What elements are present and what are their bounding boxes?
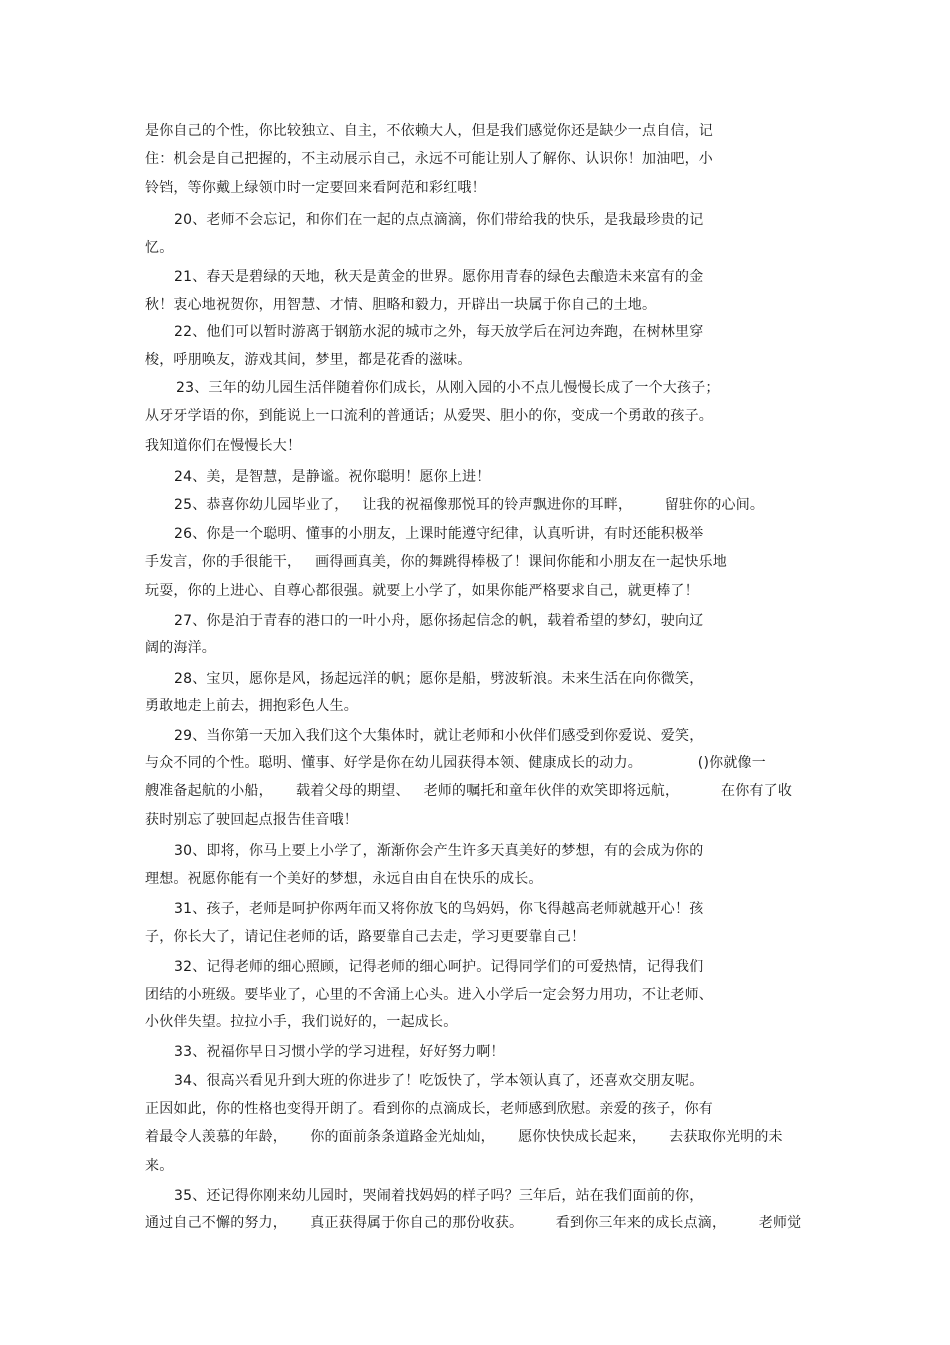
paragraph-34-line: 34、很高兴看见升到大班的你进步了！吃饭快了，学本领认真了，还喜欢交朋友呢。 bbox=[174, 1073, 704, 1089]
paragraph-34-line: 正因如此，你的性格也变得开朗了。看到你的点滴成长，老师感到欣慰。亲爱的孩子，你有 bbox=[145, 1101, 713, 1117]
paragraph-32-line: 32、记得老师的细心照顾，记得老师的细心呵护。记得同学们的可爱热情，记得我们 bbox=[174, 959, 704, 975]
paragraph-26-line: 玩耍，你的上进心、自尊心都很强。就要上小学了，如果你能严格要求自己，就更棒了！ bbox=[145, 583, 699, 599]
paragraph-28-line: 勇敢地走上前去，拥抱彩色人生。 bbox=[145, 698, 358, 714]
paragraph-31-line: 子，你长大了，请记住老师的话，路要靠自己去走，学习更要靠自己！ bbox=[145, 929, 586, 945]
paragraph-33-line: 33、祝福你早日习惯小学的学习进程，好好努力啊！ bbox=[174, 1044, 505, 1060]
paragraph-29-line: 与众不同的个性。聪明、懂事、好学是你在幼儿园获得本领、健康成长的动力。 ()你就像一 bbox=[145, 755, 766, 771]
paragraph-31-line: 31、孩子，老师是呵护你两年而又将你放飞的鸟妈妈，你飞得越高老师就越开心！孩 bbox=[174, 901, 704, 917]
paragraph-21-line: 秋！衷心地祝贺你，用智慧、才情、胆略和毅力，开辟出一块属于你自己的土地。 bbox=[145, 297, 657, 313]
paragraph-30-line: 30、即将，你马上要上小学了，渐渐你会产生许多天真美好的梦想，有的会成为你的 bbox=[174, 843, 704, 859]
paragraph-20-line: 忆。 bbox=[145, 240, 174, 256]
paragraph-24-line: 24、美，是智慧，是静谧。祝你聪明！愿你上进！ bbox=[174, 469, 491, 485]
text-line: 铃铛，等你戴上绿领巾时一定要回来看阿范和彩红哦！ bbox=[145, 180, 486, 196]
paragraph-29-line: 29、当你第一天加入我们这个大集体时，就让老师和小伙伴们感受到你爱说、爱笑， bbox=[174, 728, 704, 744]
paragraph-34-line: 来。 bbox=[145, 1158, 174, 1174]
paragraph-27-line: 阔的海洋。 bbox=[145, 640, 216, 656]
paragraph-32-line: 小伙伴失望。拉拉小手，我们说好的，一起成长。 bbox=[145, 1014, 458, 1030]
paragraph-20-line: 20、老师不会忘记，和你们在一起的点点滴滴，你们带给我的快乐，是我最珍贵的记 bbox=[174, 212, 704, 228]
paragraph-23-line: 从牙牙学语的你，到能说上一口流利的普通话；从爱哭、胆小的你，变成一个勇敢的孩子。 bbox=[145, 408, 713, 424]
paragraph-29-line: 获时别忘了驶回起点报告佳音哦！ bbox=[145, 812, 358, 828]
paragraph-27-line: 27、你是泊于青春的港口的一叶小舟，愿你扬起信念的帆，载着希望的梦幻，驶向辽 bbox=[174, 613, 704, 629]
paragraph-21-line: 21、春天是碧绿的天地，秋天是黄金的世界。愿你用青春的绿色去酿造未来富有的金 bbox=[174, 269, 704, 285]
paragraph-22-line: 梭，呼朋唤友，游戏其间，梦里，都是花香的滋味。 bbox=[145, 352, 472, 368]
paragraph-32-line: 团结的小班级。要毕业了，心里的不舍涌上心头。进入小学后一定会努力用功，不让老师、 bbox=[145, 987, 713, 1003]
paragraph-23-line: 我知道你们在慢慢长大！ bbox=[145, 438, 302, 454]
paragraph-34-line: 着最令人羡慕的年龄， 你的面前条条道路金光灿灿， 愿你快快成长起来， 去获取你光明的未 bbox=[145, 1129, 783, 1145]
paragraph-25-line: 25、恭喜你幼儿园毕业了， 让我的祝福像那悦耳的铃声飘进你的耳畔， 留驻你的心间。 bbox=[174, 497, 765, 513]
paragraph-29-line: 艘准备起航的小船， 载着父母的期望、 老师的嘱托和童年伙伴的欢笑即将远航， 在你有了收 bbox=[145, 783, 793, 799]
paragraph-28-line: 28、宝贝，愿你是风，扬起远洋的帆；愿你是船，劈波斩浪。未来生活在向你微笑， bbox=[174, 671, 704, 687]
paragraph-26-line: 手发言，你的手很能干， 画得画真美，你的舞跳得棒极了！课间你能和小朋友在一起快乐地 bbox=[145, 554, 727, 570]
paragraph-26-line: 26、你是一个聪明、懂事的小朋友，上课时能遵守纪律，认真听讲，有时还能积极举 bbox=[174, 526, 704, 542]
paragraph-22-line: 22、他们可以暂时游离于钢筋水泥的城市之外，每天放学后在河边奔跑，在树林里穿 bbox=[174, 324, 704, 340]
paragraph-30-line: 理想。祝愿你能有一个美好的梦想，永远自由自在快乐的成长。 bbox=[145, 871, 543, 887]
text-line: 是你自己的个性，你比较独立、自主，不依赖大人，但是我们感觉你还是缺少一点自信，记 bbox=[145, 123, 713, 139]
paragraph-23-line: 23、三年的幼儿园生活伴随着你们成长，从刚入园的小不点儿慢慢长成了一个大孩子； bbox=[176, 380, 720, 396]
paragraph-35-line: 35、还记得你刚来幼儿园时，哭闹着找妈妈的样子吗？三年后，站在我们面前的你， bbox=[174, 1188, 704, 1204]
paragraph-35-line: 通过自己不懈的努力， 真正获得属于你自己的那份收获。 看到你三年来的成长点滴， 老师觉 bbox=[145, 1215, 802, 1231]
text-line: 住：机会是自己把握的，不主动展示自己，永远不可能让别人了解你、认识你！加油吧，小 bbox=[145, 151, 713, 167]
